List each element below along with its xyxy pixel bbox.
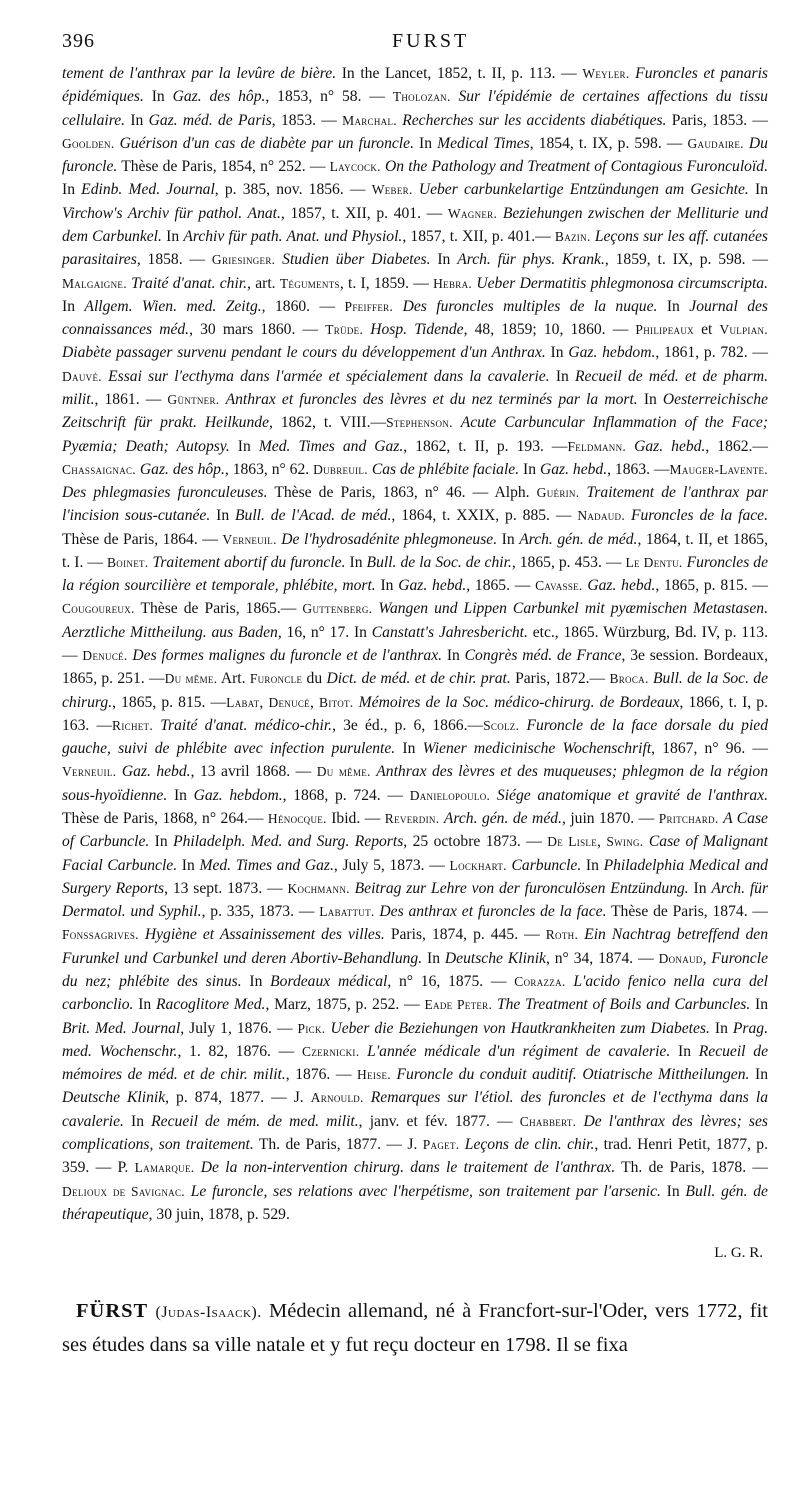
citation-title: Archiv für path. Anat. und Physiol. (183, 227, 403, 245)
citation-title: Congrès méd. de France (464, 647, 622, 665)
author-name: Reverdin. (384, 811, 440, 826)
author-name: Hebra. (433, 275, 473, 291)
citation-title: Carbuncle. (511, 856, 582, 874)
citation-text: , July 1, 1876. — (180, 1019, 298, 1037)
citation-text: In (345, 553, 367, 571)
citation-text: In (210, 507, 236, 525)
citation-text: In (581, 856, 604, 874)
citation-text: , 1857, t. XII, p. 401.— (402, 227, 555, 245)
citation-text: Th. de Paris, 1878. — (615, 1159, 769, 1177)
citation-title: Ein Nachtrag betreffend den Furunkel und Carbunkel und deren Abortiv-Behandlung. (62, 926, 769, 967)
citation-title: Gaz. hebd. (587, 577, 656, 595)
entry-paragraph (62, 1295, 768, 1361)
author-name: Labat (226, 694, 260, 710)
citation-title: Gaz. méd. de Paris (148, 111, 272, 129)
citation-title: Le furoncle, ses relations avec l'herpétisme, son traitement par l'arsenic. (190, 1182, 661, 1200)
author-name: Du même. (164, 671, 218, 687)
citation-text: In (167, 786, 194, 804)
citation-text: du (302, 670, 327, 688)
citation-text: , 16, n° 17. In (277, 623, 372, 641)
citation-text: In (413, 134, 438, 152)
author-name: Pritchard. (658, 811, 719, 826)
citation-text: In (161, 227, 184, 245)
citation-title: Ueber Dermatitis phlegmonosa circumscripta. (476, 274, 768, 292)
citation-title: Arch. für Dermatol. und Syphil. (62, 879, 769, 921)
citation-title: Sur l'épidémie de certaines affections du tissu cellulaire. (62, 88, 768, 129)
author-name: Fonssagrives. (62, 927, 139, 943)
author-name: Broca. (609, 671, 649, 687)
author-name: Delioux de Savignac. (62, 1183, 185, 1199)
citation-text: In (241, 972, 271, 990)
author-name: Arnould. (310, 1090, 364, 1106)
citation-text: Thèse de Paris, 1865.— (134, 600, 303, 618)
citation-text: Paris, 1872.— (510, 670, 610, 688)
citation-title: Furoncle du nez; phlébite des sinus. (62, 949, 768, 990)
citation-title: De l'anthrax des lèvres; ses complications, son traitement. (62, 1112, 768, 1153)
citation-text: , (309, 693, 320, 711)
author-name: Goolden. (62, 135, 115, 151)
citation-title: The Treatment of Boils and Carbuncles. (496, 996, 751, 1014)
author-name: De Lisle (547, 834, 597, 850)
citation-text: , 1862, t. VIII.— (269, 414, 387, 432)
citation-title: Remarques sur l'étiol. des furoncles et de l'ecthyma dans la cavalerie. (62, 1089, 768, 1130)
citation-text: , 1863, n° 62. (224, 460, 314, 478)
citation-title: Leçons sur les aff. cutanées parasitaires (62, 227, 768, 269)
citation-text: Thèse de Paris, 1864. — (62, 530, 223, 548)
citation-text (364, 1089, 371, 1106)
citation-text: Ibid. — (326, 810, 385, 827)
author-name: Paget. (422, 1136, 460, 1152)
author-name: Vulpian. (719, 322, 768, 338)
author-name: Danielopoulo. (409, 787, 491, 803)
citation-title: Furoncles de la région sourcilière et temporale, phlébite, mort. (62, 553, 768, 595)
author-name: Stephenson. (386, 415, 453, 431)
author-name: Du même. (316, 764, 371, 780)
citation-title: Deutsche Klinik (62, 1089, 166, 1107)
citation-text: Art. (217, 670, 250, 688)
citation-text: In (549, 367, 576, 385)
citation-text (451, 88, 459, 105)
citation-text: In (519, 460, 540, 478)
citation-text: , 1867, n° 96. — (651, 740, 769, 758)
author-name: Le Dentu. (625, 554, 683, 570)
citation-title: Gaz. hebd. (634, 437, 706, 455)
citation-text: , 1853. — (271, 111, 343, 129)
citation-title: Furoncle de la face dorsale du pied gauche, suivi de phlébite avec infection purulente. (62, 716, 769, 758)
citation-title: Traitement abortif du furoncle. (152, 553, 346, 571)
citation-title: Acute Carbuncular Inflammation of the Face; Pyæmia; Death; Autopsy. (62, 414, 768, 455)
citation-text: , trad. Henri Petit, 1877, p. 359. — P. (62, 1135, 768, 1177)
author-name: Pfeiffer. (344, 298, 394, 314)
author-name: Denucé. (82, 648, 128, 664)
citation-title: Racoglitore Med. (156, 996, 266, 1014)
citation-title: Furoncle du conduit auditif. Otiatrische Mittheilungen. (396, 1066, 750, 1084)
citation-text (359, 1043, 367, 1060)
citation-text: Th. de Paris, 1877. — J. (253, 1135, 423, 1153)
author-name: Malgaigne. (62, 275, 127, 291)
citation-text: , 13 sept. 1873. — (164, 879, 288, 897)
citation-text: In (688, 879, 712, 897)
citation-title: De la non-intervention chirurg. dans le traitement de l'anthrax. (200, 1159, 616, 1177)
author-name: Kochmann. (287, 880, 350, 896)
citation-text: In (670, 1042, 699, 1060)
citation-title: Arch. gén. de méd. (443, 810, 562, 827)
citation-text: , 1859, t. IX, p. 598. — (604, 251, 769, 269)
citation-text: et (693, 321, 720, 339)
citation-title: A Case of Carbuncle. (62, 810, 768, 851)
citation-text (626, 438, 634, 455)
author-name: Weber. (371, 182, 413, 198)
author-name: Pick. (297, 1020, 326, 1036)
citation-title: tement de l'anthrax par la levûre de bière. (62, 65, 337, 82)
citation-text: In the Lancet, 1852, t. II, p. 113. — (336, 65, 583, 82)
author-name: Guérin. (536, 485, 580, 501)
citation-text: , 1861, p. 782. — (655, 344, 768, 362)
citation-text: , Marz, 1875, p. 252. — (265, 996, 425, 1014)
citation-title: Anthrax et furoncles des lèvres et du nez terminés par la mort. (225, 390, 638, 408)
citation-text: , juin 1870. — (561, 810, 659, 827)
citation-text: , n° 16, 1875. — (387, 972, 515, 990)
author-signature: L. G. R. (714, 1245, 763, 1261)
citation-title: Journal des connaissances méd. (62, 297, 769, 339)
author-name: Furoncle (249, 671, 303, 687)
citation-text: , 1865, p. 815. — (655, 577, 768, 595)
citation-title: Recueil de mémoires de méd. et de chir. milit. (62, 1042, 768, 1084)
author-name: Chassaignac. (62, 461, 136, 477)
citation-text: Thèse de Paris, 1854, n° 252. — (117, 158, 330, 176)
citation-text: , 1862, t. II, p. 193. — (403, 437, 568, 455)
author-name: Weyler. (582, 66, 630, 81)
citation-title: Philadelph. Med. and Surg. Reports (173, 833, 404, 851)
citation-text: In (545, 344, 569, 362)
citation-title: Gaz. des hôp. (139, 460, 225, 478)
author-name: Feldmann. (567, 438, 627, 454)
citation-title: Edinb. Med. Journal (81, 181, 215, 199)
citation-title: Canstatt's Jahresbericht. (371, 623, 528, 641)
citation-text: , 1865, p. 453. — (511, 553, 626, 571)
citation-text: In (62, 297, 85, 315)
author-name: Heise. (357, 1067, 391, 1083)
citation-text: In (660, 1182, 686, 1200)
citation-title: Philadelphia Medical and Surgery Reports (62, 856, 768, 897)
author-name: Verneuil. (62, 764, 117, 780)
citation-title: Studien über Diabetes. (282, 251, 431, 269)
citation-text: In (133, 996, 157, 1014)
running-head: FURST (392, 30, 470, 52)
citation-text: , 1866, t. I, p. 163. — (62, 693, 769, 734)
author-name: Scolz. (483, 717, 520, 733)
citation-text: , 1868, p. 724. — (282, 786, 410, 804)
citation-text: , 1853, n° 58. — (265, 88, 393, 106)
citation-text: , 3e session. Bordeaux, 1865, p. 251. — (62, 647, 768, 688)
citation-title: Bull. de la Soc. de chirurg. (62, 670, 769, 711)
citation-text: In (750, 996, 769, 1014)
citation-text: In (497, 530, 520, 548)
citation-text: , 1857, t. XII, p. 401. — (280, 204, 448, 222)
author-name: Bitot. (319, 694, 354, 710)
citation-title: Hosp. Tidende (370, 321, 464, 339)
citation-text: In (177, 856, 200, 874)
citation-text: In (749, 1066, 768, 1084)
citation-title: De l'hydrosadénite phlegmoneuse. (281, 530, 498, 548)
citation-title: Furoncles de la face. (630, 507, 768, 525)
citation-title: On the Pathology and Treatment of Contagious Furonculoïd. (385, 158, 768, 176)
page-number: 396 (62, 30, 95, 52)
citation-text: In (375, 577, 399, 595)
citation-title: Prag. med. Wochenschr. (62, 1019, 768, 1060)
citation-title: Bordeaux médical (270, 972, 388, 990)
citation-title: Des furoncles multiples de la nuque. (402, 297, 658, 315)
citation-text: , p. 335, 1873. — (201, 903, 320, 921)
citation-text: , 1860. — (261, 297, 345, 315)
citation-title: Gaz. hebd. (398, 577, 467, 595)
citation-text: , 1864, t. XXIX, p. 885. — (391, 507, 578, 525)
citation-text: In (143, 88, 173, 106)
citation-title: Recherches sur les accidents diabétiques. (402, 111, 667, 129)
citation-title: Diabète passager survenu pendant le cours du développement d'un Anthrax. (62, 344, 546, 362)
citation-text: In (62, 181, 82, 199)
citation-text: etc., 1865. Würzburg, Bd. IV, p. 113.— (62, 623, 769, 665)
citation-text: , janv. et fév. 1877. — (358, 1112, 520, 1130)
citation-text: In (149, 833, 174, 851)
author-name: Dauvé. (62, 368, 102, 384)
citation-title: Gaz. hebdom. (193, 786, 283, 804)
citation-text: , 13 avril 1868. — (190, 763, 317, 781)
citation-text: , n° 34, 1874. — (545, 949, 659, 967)
citation-text: , 48, 1859; 10, 1860. — (463, 321, 636, 339)
citation-title: Du furoncle. (62, 134, 768, 176)
citation-title: Dict. de méd. et de chir. prat. (326, 670, 511, 688)
citation-text: , 25 octobre 1873. — (403, 833, 548, 851)
citation-title: Des formes malignes du furoncle et de l'anthrax. (132, 647, 443, 665)
author-name: Gaudaire. (687, 135, 744, 151)
entry-text: Médecin allemand, né à Francfort-sur-l'Oder, vers 1772, fit ses études dans sa ville natale et y fut reçu docteur en 1798. Il se fixa (62, 1300, 769, 1356)
citation-title: Leçons de clin. chir. (464, 1135, 595, 1153)
citation-text: In (657, 297, 690, 315)
author-name: Donaud (658, 950, 703, 966)
citation-text: In (748, 181, 768, 199)
citation-text: , July 5, 1873. — (333, 856, 450, 874)
citation-text: , 30 juin, 1878, p. 529. (148, 1205, 290, 1223)
citation-text: , 1. 82, 1876. — (177, 1042, 303, 1060)
citation-title: Recueil de mém. de med. milit. (151, 1112, 359, 1130)
citation-text: In (395, 740, 423, 758)
author-name: Boinet. (107, 554, 149, 570)
citation-text: , 1858. — (136, 251, 212, 269)
citation-text (490, 787, 497, 804)
citation-title: Anthrax des lèvres et des muqueuses; phlegmon de la région sous-hyoïdienne. (62, 763, 769, 804)
citation-title: Deutsche Klinik (444, 949, 546, 967)
citation-title: Essai sur l'ecthyma dans l'armée et spécialement dans la cavalerie. (108, 367, 550, 385)
citation-title: Bull. de l'Acad. de méd. (235, 507, 392, 525)
citation-title: Bull. gén. de thérapeutique (62, 1182, 768, 1223)
citation-text: , art. (247, 274, 280, 292)
citation-text: , 1876. — (285, 1066, 358, 1084)
citation-title: Arch. für phys. Krank. (457, 251, 605, 269)
author-name: Roth. (545, 927, 579, 943)
citation-text: Paris, 1853. — (666, 111, 769, 129)
entry-name: FÜRST (76, 1300, 149, 1322)
citation-text: Paris, 1874, p. 445. — (384, 926, 546, 944)
citation-text: , 1862.— (705, 437, 768, 455)
citation-text: , 1865, p. 815. — (112, 693, 227, 711)
author-name: Wagner. (447, 205, 498, 221)
citation-text: In (422, 949, 445, 967)
citation-title: Guérison d'un cas de diabète par un furoncle. (119, 134, 414, 152)
citation-title: Traitement de l'anthrax par l'incision sous-cutanée. (62, 484, 768, 525)
author-name: Chabbert. (519, 1113, 577, 1129)
citation-text (579, 484, 586, 501)
citation-title: Beziehungen zwischen der Melliturie und dem Carbunkel. (62, 204, 768, 245)
citation-text: , (259, 693, 269, 711)
author-name: Richet. (112, 717, 154, 733)
author-name: Corazza. (514, 973, 566, 989)
author-name: Philipeaux (635, 322, 694, 338)
citation-title: Beitrag zur Lehre von der furonculösen Entzündung. (354, 879, 689, 897)
page-header (62, 30, 770, 56)
author-name: Cavasse. (535, 578, 583, 594)
author-name: Labattut. (319, 904, 375, 920)
author-name: Hénocque. (267, 811, 327, 826)
citation-text: In (430, 251, 458, 269)
citation-text: , 1854, t. IX, p. 598. — (529, 134, 688, 152)
author-name: Nadaud. (577, 508, 626, 524)
author-name: Bazin. (554, 228, 591, 244)
author-name: Dubreuil. (313, 461, 368, 477)
citation-text: In (442, 647, 465, 665)
citation-title: Brit. Med. Journal (62, 1019, 181, 1037)
citation-text: , (597, 833, 607, 851)
citation-title: Traité d'anat. chir. (131, 274, 248, 292)
author-name: Téguments (279, 275, 340, 291)
citation-text: , 1864, t. II, et 1865, t. I. — (62, 530, 768, 571)
bibliography-paragraph (62, 62, 768, 1226)
author-name: Verneuil. (222, 531, 277, 547)
citation-title: Gaz. des hôp. (172, 88, 266, 106)
author-name: Eade Peter. (424, 997, 493, 1013)
citation-title: Traité d'anat. médico-chir. (160, 716, 333, 734)
author-name: Denucé (268, 694, 310, 710)
citation-title: Cas de phlébite faciale. (371, 460, 520, 478)
entry-given-names: (Judas-Isaack). (155, 1304, 262, 1321)
citation-title: Gaz. hebd. (539, 460, 608, 478)
citation-text: In (637, 390, 663, 408)
citation-title: Oesterreichische Zeitschrift für prakt. Heilkunde (62, 390, 768, 432)
author-name: Lamarque. (134, 1160, 195, 1176)
citation-title: L'année médicale d'un régiment de cavalerie. (367, 1042, 671, 1060)
citation-title: Medical Times (437, 134, 530, 152)
citation-text: , 30 mars 1860. — (189, 321, 326, 339)
citation-title: Arch. gén. de méd. (519, 530, 638, 548)
citation-title: Siége anatomique et gravité de l'anthrax. (496, 786, 769, 804)
citation-title: Furoncles et panaris épidémiques. (62, 65, 768, 106)
citation-title: Wangen und Lippen Carbunkel mit pyæmischen Metastasen. Aerztliche Mittheilung. aus Baden (62, 600, 768, 641)
citation-title: Wiener medicinische Wochenschrift (422, 740, 652, 758)
citation-title: Case of Malignant Facial Carbuncle. (62, 833, 768, 874)
author-name: Trüde. (325, 322, 364, 338)
author-name: Marchal. (342, 112, 397, 128)
author-name: Mauger-Lavente. (669, 461, 768, 477)
citation-title: Gaz. hebdom. (568, 344, 656, 362)
citation-text: In (125, 111, 149, 129)
citation-text: In (709, 1019, 733, 1037)
citation-title: Med. Times and Gaz. (199, 856, 334, 874)
citation-text: , 3e éd., p. 6, 1866.— (332, 716, 484, 734)
author-name: Swing. (606, 834, 644, 850)
citation-text: , 1861. — (94, 390, 168, 408)
citation-title: Ueber carbunkelartige Entzündungen am Gesichte. (418, 181, 749, 199)
author-name: Czernicki. (302, 1043, 360, 1059)
citation-text: , p. 385, nov. 1856. — (214, 181, 372, 199)
citation-text: , (702, 949, 712, 967)
citation-text (453, 414, 461, 431)
citation-text: In (123, 1112, 152, 1130)
citation-title: Mémoires de la Soc. médico-chirurg. de Bordeaux (358, 693, 680, 711)
citation-text: , 1865. — (466, 577, 536, 595)
citation-text: Thèse de Paris, 1868, n° 264.— (62, 810, 268, 827)
citation-title: Gaz. hebd. (121, 763, 191, 781)
citation-title: Med. Times and Gaz. (258, 437, 404, 455)
citation-text (393, 298, 402, 315)
author-name: Griesinger. (211, 252, 276, 268)
citation-text: Thèse de Paris, 1874. — (606, 903, 769, 921)
citation-text: , p. 874, 1877. — J. (165, 1089, 311, 1107)
author-name: Guttenberg. (302, 601, 373, 617)
citation-title: Hygiène et Assainissement des villes. (144, 926, 385, 944)
citation-text: , 1863. — (607, 460, 670, 478)
citation-title: Bull. de la Soc. de chir. (366, 553, 512, 571)
citation-title: Des anthrax et furoncles de la face. (379, 903, 607, 921)
author-name: Güntner. (167, 391, 220, 407)
author-name: Tholozan. (392, 89, 451, 105)
citation-title: Virchow's Archiv für pathol. Anat. (62, 204, 281, 222)
citation-title: Allgem. Wien. med. Zeitg. (84, 297, 262, 315)
citation-title: Recueil de méd. et de pharm. milit. (62, 367, 768, 408)
citation-text: In (229, 437, 259, 455)
citation-title: Des phlegmasies furonculeuses. (62, 484, 268, 502)
citation-text: Thèse de Paris, 1863, n° 46. — Alph. (267, 484, 537, 502)
citation-text: , t. I, 1859. — (339, 274, 434, 292)
citation-title: Ueber die Beziehungen von Hautkrankheiten zum Diabetes. (330, 1019, 710, 1037)
author-name: Lockhart. (449, 857, 507, 873)
citation-title: L'acido fenico nella cura del carbonclio. (62, 972, 768, 1014)
author-name: Laycock. (329, 159, 381, 175)
author-name: Cougoureux. (62, 601, 135, 617)
